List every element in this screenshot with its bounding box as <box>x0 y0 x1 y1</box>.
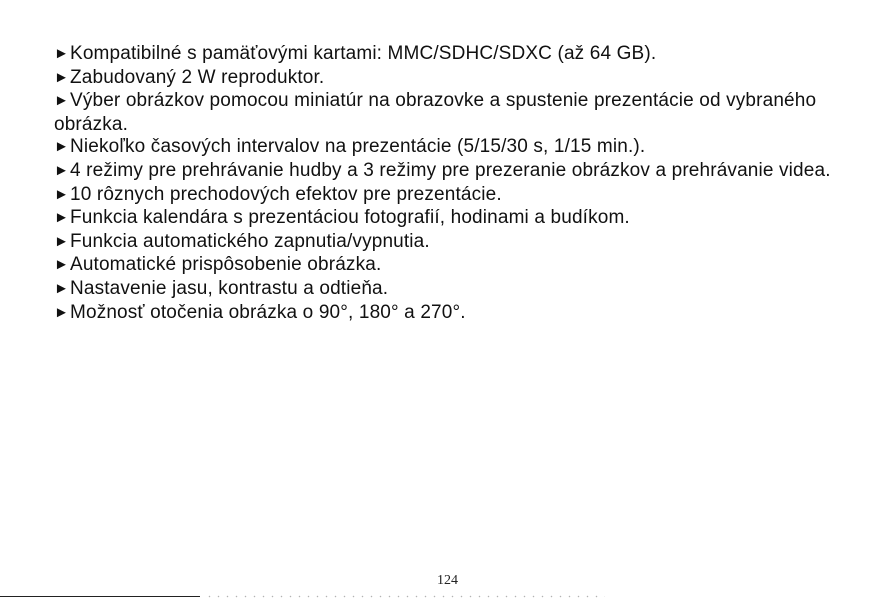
feature-text: 10 rôznych prechodových efektov pre prezentácie. <box>70 183 502 205</box>
feature-item <box>54 90 854 136</box>
feature-item <box>54 254 854 278</box>
feature-text: Výber obrázkov pomocou miniatúr na obrazovke a spustenie prezentácie od vybraného obrázka. <box>54 90 817 135</box>
bullet-arrow-icon: ► <box>54 256 69 274</box>
feature-item <box>54 278 854 302</box>
bullet-arrow-icon: ► <box>54 232 69 250</box>
feature-text: Zabudovaný 2 W reproduktor. <box>70 66 325 88</box>
feature-text: Kompatibilné s pamäťovými kartami: MMC/SDHC/SDXC (až 64 GB). <box>70 43 657 64</box>
bullet-arrow-icon: ► <box>54 45 69 62</box>
feature-text: Možnosť otočenia obrázka o 90°, 180° a 270°. <box>70 301 466 323</box>
feature-item <box>54 231 854 255</box>
feature-text: 4 režimy pre prehrávanie hudby a 3 režimy pre prezeranie obrázkov a prehrávanie videa. <box>70 159 831 181</box>
feature-text: Funkcia kalendára s prezentáciou fotografií, hodinami a budíkom. <box>70 207 630 229</box>
bullet-arrow-icon: ► <box>54 209 69 227</box>
feature-item <box>54 160 854 184</box>
footer-scan-artifact <box>205 595 605 598</box>
feature-text: Nastavenie jasu, kontrastu a odtieňa. <box>70 277 389 299</box>
feature-text: Funkcia automatického zapnutia/vypnutia. <box>70 230 430 252</box>
feature-item <box>54 302 854 326</box>
feature-item <box>54 184 854 208</box>
bullet-arrow-icon: ► <box>54 185 69 203</box>
bullet-arrow-icon: ► <box>54 303 69 321</box>
feature-item <box>54 207 854 231</box>
bullet-arrow-icon: ► <box>54 68 69 86</box>
feature-list <box>54 43 854 325</box>
bullet-arrow-icon: ► <box>54 92 69 110</box>
feature-item <box>54 43 854 67</box>
feature-item <box>54 136 854 160</box>
feature-item <box>54 67 854 91</box>
feature-text: Automatické prispôsobenie obrázka. <box>70 254 382 276</box>
feature-text: Niekoľko časových intervalov na prezentácie (5/15/30 s, 1/15 min.). <box>70 136 646 158</box>
bullet-arrow-icon: ► <box>54 279 69 297</box>
bullet-arrow-icon: ► <box>54 161 69 179</box>
page-number: 124 <box>437 573 458 588</box>
bullet-arrow-icon: ► <box>54 138 69 156</box>
footer-rule <box>0 596 200 597</box>
